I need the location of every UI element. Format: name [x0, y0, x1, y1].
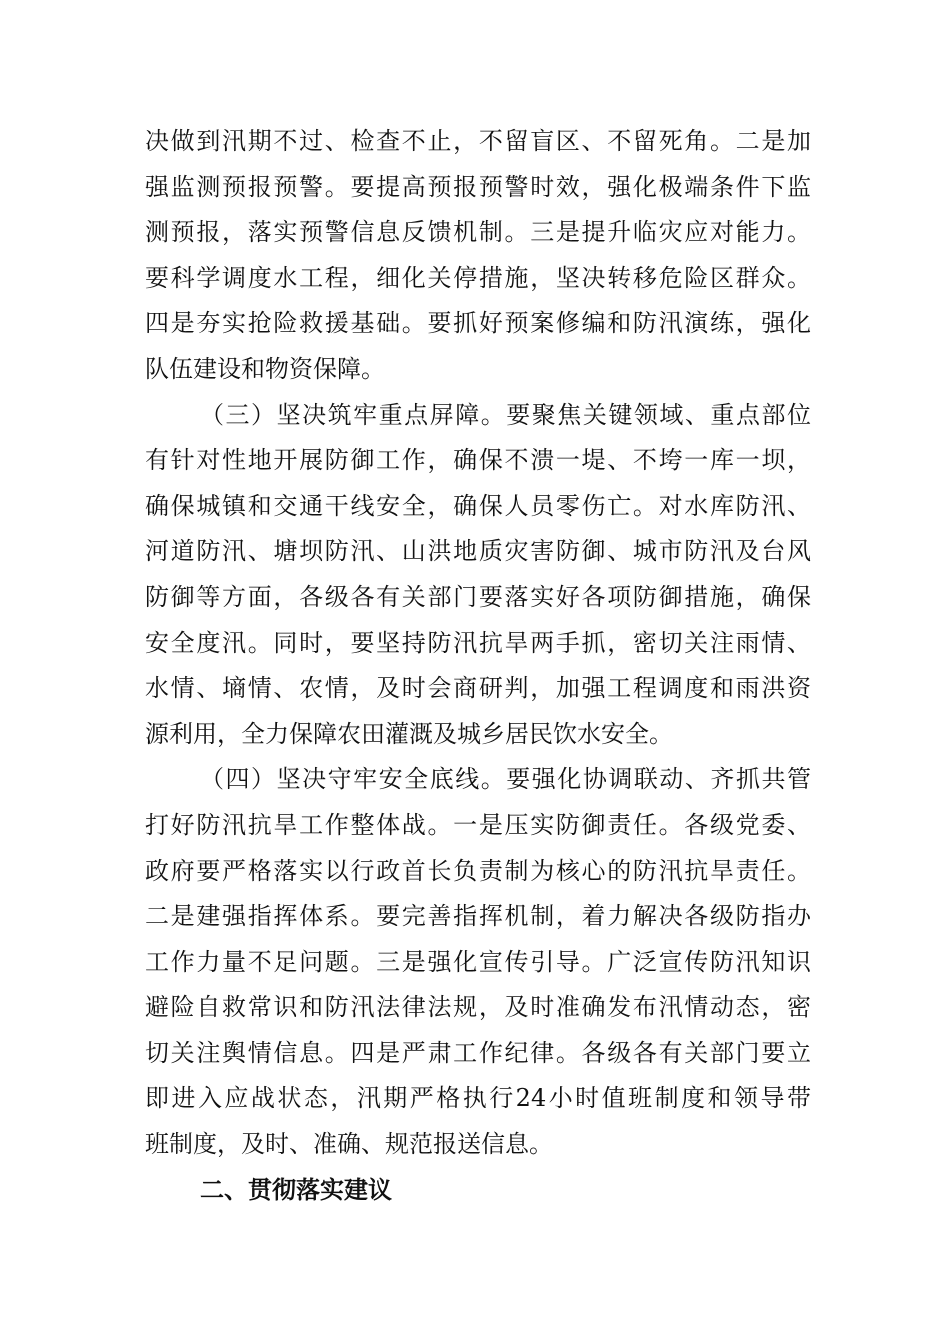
text-line: 即进入应战状态，汛期严格执行24小时值班制度和领导带 — [145, 1084, 811, 1113]
text-line: 打好防汛抗旱工作整体战。一是压实防御责任。各级党委、 — [145, 810, 811, 839]
text-line: 水情、墒情、农情，及时会商研判，加强工程调度和雨洪资 — [145, 674, 811, 703]
section-four-first-line: （四）坚决守牢安全底线。要强化协调联动、齐抓共管 — [200, 765, 811, 794]
text-line: 测预报，落实预警信息反馈机制。三是提升临灾应对能力。 — [145, 218, 811, 247]
text-line: 安全度汛。同时，要坚持防汛抗旱两手抓，密切关注雨情、 — [145, 628, 811, 657]
text-line: 二是建强指挥体系。要完善指挥机制，着力解决各级防指办 — [145, 902, 811, 931]
text-line: 河道防汛、塘坝防汛、山洪地质灾害防御、城市防汛及台风 — [145, 537, 811, 566]
section-heading: 二、贯彻落实建议 — [200, 1175, 392, 1204]
text-line: 源利用，全力保障农田灌溉及城乡居民饮水安全。 — [145, 719, 673, 748]
text-line: 确保城镇和交通干线安全，确保人员零伤亡。对水库防汛、 — [145, 491, 811, 520]
section-three-first-line: （三）坚决筑牢重点屏障。要聚焦关键领域、重点部位 — [200, 400, 811, 429]
text-line: 四是夯实抢险救援基础。要抓好预案修编和防汛演练，强化 — [145, 309, 811, 338]
text-line: 防御等方面，各级各有关部门要落实好各项防御措施，确保 — [145, 582, 811, 611]
text-line: 避险自救常识和防汛法律法规，及时准确发布汛情动态，密 — [145, 993, 811, 1022]
text-line: 工作力量不足问题。三是强化宣传引导。广泛宣传防汛知识 — [145, 947, 811, 976]
text-line: 政府要严格落实以行政首长负责制为核心的防汛抗旱责任。 — [145, 856, 811, 885]
text-line: 队伍建设和物资保障。 — [145, 354, 385, 383]
text-line: 有针对性地开展防御工作，确保不溃一堤、不垮一库一坝， — [145, 446, 811, 475]
text-line: 要科学调度水工程，细化关停措施，坚决转移危险区群众。 — [145, 263, 811, 292]
text-line: 班制度，及时、准确、规范报送信息。 — [145, 1130, 553, 1159]
body-text — [145, 119, 811, 1213]
text-line: 强监测预报预警。要提高预报预警时效，强化极端条件下监 — [145, 172, 811, 201]
text-line: 决做到汛期不过、检查不止，不留盲区、不留死角。二是加 — [145, 127, 811, 155]
text-line: 切关注舆情信息。四是严肃工作纪律。各级各有关部门要立 — [145, 1038, 811, 1067]
